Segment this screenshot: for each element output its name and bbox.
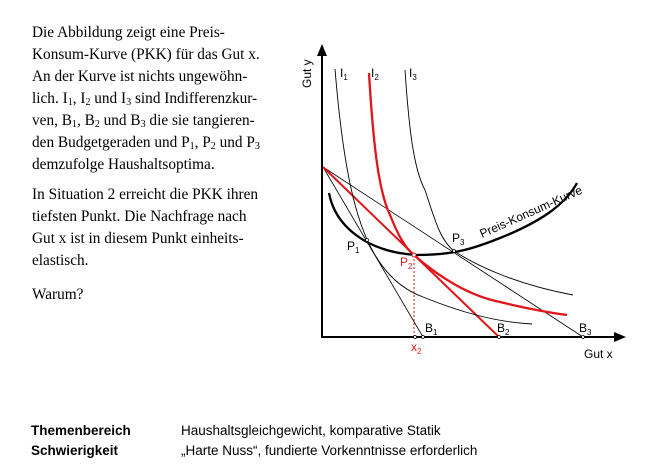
point-b1: [422, 336, 425, 339]
text-segment: Konsum-Kurve (PKK) für das Gut x.: [32, 46, 260, 63]
label-i2: $I_2$: [371, 66, 379, 82]
label-b2: $B_2$: [497, 321, 510, 337]
text-segment: und B: [99, 112, 141, 129]
subscript: 1: [71, 119, 77, 130]
text-segment: In Situation 2 erreicht die PKK ihren: [32, 186, 259, 203]
x-axis-arrow: [614, 332, 626, 342]
label-p3: $P_3$: [452, 231, 465, 247]
subscript: 2: [85, 97, 91, 108]
subscript: 3: [126, 97, 132, 108]
price-consumption-curve-label: Preis-Konsum-Kurve: [477, 182, 585, 241]
subscript: 2: [94, 119, 100, 130]
topic-label: Themenbereich: [31, 423, 131, 438]
x-axis-label: Gut x: [584, 347, 613, 361]
y-axis-label: Gut y: [300, 59, 314, 88]
text-segment: demzufolge Haushaltsoptima.: [32, 156, 215, 173]
text-segment: elastisch.: [32, 252, 89, 269]
text-segment: Die Abbildung zeigt eine Preis-: [32, 24, 225, 41]
indifference-curve-i3: [405, 70, 573, 295]
text-segment: und P: [215, 134, 255, 151]
label-b1: $B_1$: [425, 321, 438, 337]
point-x2: [414, 336, 417, 339]
point-b3: [582, 336, 585, 339]
text-segment: , I: [72, 90, 86, 107]
difficulty-label: Schwierigkeit: [31, 443, 119, 458]
topic-value: Haushaltsgleichgewicht, komparative Statik: [181, 423, 441, 438]
subscript: 3: [140, 119, 146, 130]
text-segment: tiefsten Punkt. Die Nachfrage nach: [32, 208, 247, 225]
subscript: 2: [210, 141, 216, 152]
label-p1: $P_1$: [347, 239, 360, 255]
label-x2: $x_2$: [411, 340, 422, 356]
text-segment: , B: [76, 112, 95, 129]
point-p3: [453, 250, 456, 253]
text-segment: den Budgetgeraden und P: [32, 134, 190, 151]
indifference-curve-i1: [335, 69, 532, 324]
indifference-curve-i2: [369, 73, 567, 315]
text-segment: , P: [194, 134, 211, 151]
subscript: 1: [189, 141, 195, 152]
label-i3: $I_3$: [409, 66, 417, 82]
label-i1: $I_1$: [340, 66, 348, 82]
text-segment: die sie tangieren-: [145, 112, 255, 129]
subscript: 3: [254, 141, 260, 152]
difficulty-value: „Harte Nuss“, fundierte Vorkenntnisse erforderlich: [181, 443, 478, 458]
point-p1: [366, 239, 369, 242]
text-segment: ven, B: [32, 112, 72, 129]
text-segment: und I: [90, 90, 127, 107]
y-axis-arrow: [317, 44, 327, 56]
label-p2: $P_2$: [400, 255, 413, 271]
label-b3: $B_3$: [579, 321, 592, 337]
text-segment: Gut x ist in diesem Punkt einheits-: [32, 230, 244, 247]
text-segment: sind Indifferenzkur-: [131, 90, 258, 107]
text-segment: lich. I: [32, 90, 68, 107]
text-segment: Warum?: [32, 286, 84, 303]
point-p2: [412, 253, 416, 257]
point-b2: [498, 336, 501, 339]
subscript: 1: [67, 97, 73, 108]
text-segment: An der Kurve ist nichts ungewöhn-: [32, 68, 248, 85]
